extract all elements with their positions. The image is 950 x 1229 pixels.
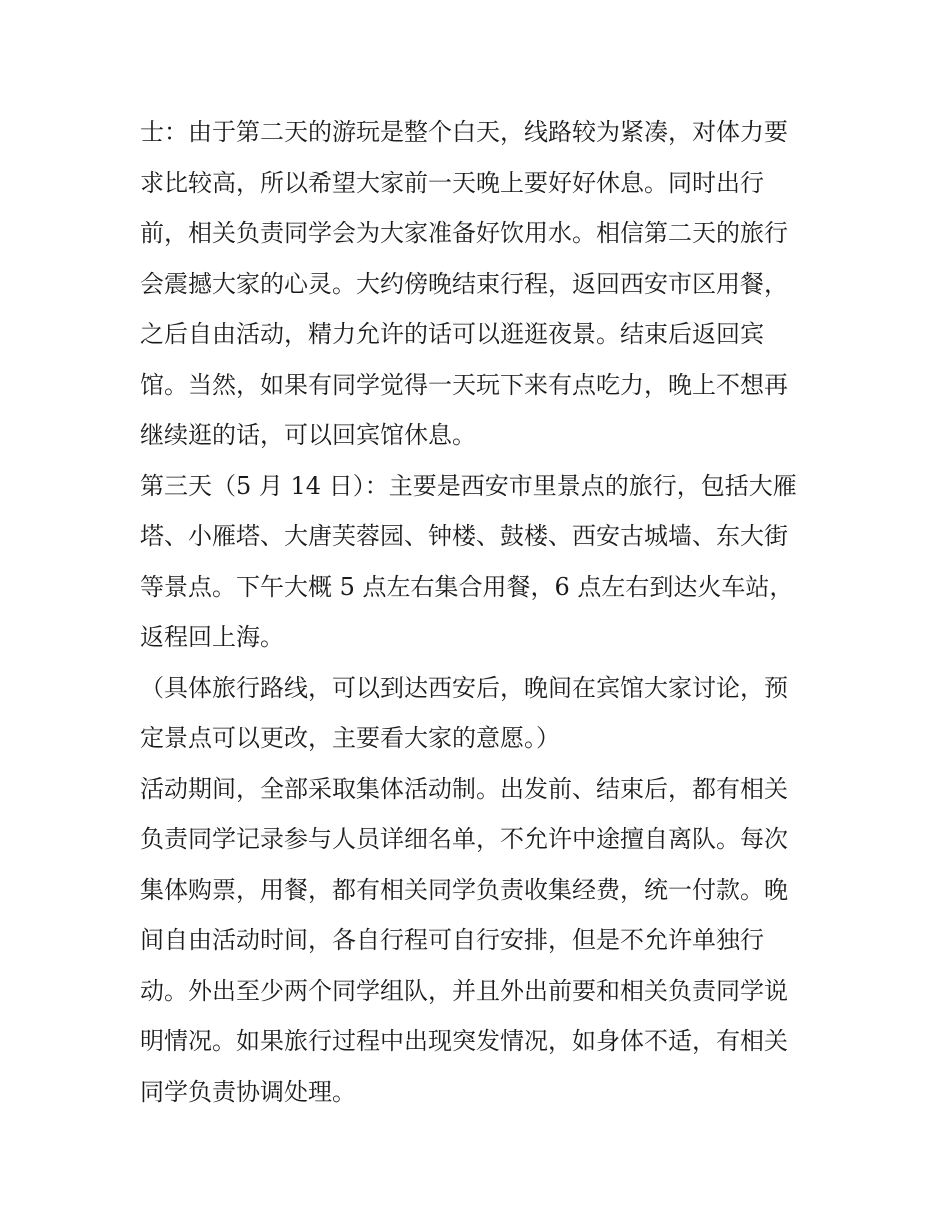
text-line: 求比较高，所以希望大家前一天晚上要好好休息。同时出行 <box>140 168 764 197</box>
paragraph-activity-rules <box>140 764 812 1118</box>
text-line: 负责同学记录参与人员详细名单，不允许中途擅自离队。每次 <box>140 825 788 853</box>
paragraph-route-note <box>140 663 812 764</box>
text-line: 第三天（5 月 14 日）：主要是西安市里景点的旅行，包括大雁 <box>140 471 797 500</box>
text-line: 馆。当然，如果有同学觉得一天玩下来有点吃力，晚上不想再 <box>140 370 788 399</box>
text-line: 之后自由活动，精力允许的话可以逛逛夜景。结束后返回宾 <box>140 320 764 348</box>
document-body <box>140 107 812 1117</box>
text-line: 塔、小雁塔、大唐芙蓉园、钟楼、鼓楼、西安古城墙、东大街 <box>140 522 788 550</box>
text-line: 同学负责协调处理。 <box>140 1077 356 1106</box>
paragraph-day-three <box>140 461 812 663</box>
text-line: 定景点可以更改，主要看大家的意愿。） <box>140 724 560 752</box>
text-line: 明情况。如果旅行过程中出现突发情况，如身体不适，有相关 <box>140 1027 788 1055</box>
text-line: 活动期间，全部采取集体活动制。出发前、结束后，都有相关 <box>140 774 788 803</box>
text-line: 士：由于第二天的游玩是整个白天，线路较为紧凑，对体力要 <box>140 118 788 146</box>
text-line: 间自由活动时间，各自行程可自行安排，但是不允许单独行 <box>140 926 764 954</box>
text-line: 集体购票，用餐，都有相关同学负责收集经费，统一付款。晚 <box>140 875 788 904</box>
text-line: 返程回上海。 <box>140 623 284 651</box>
text-line: 等景点。下午大概 5 点左右集合用餐，6 点左右到达火车站， <box>140 572 794 601</box>
paragraph-day-two-notes <box>140 107 812 461</box>
text-line: 动。外出至少两个同学组队，并且外出前要和相关负责同学说 <box>140 976 788 1005</box>
text-line: 前，相关负责同学会为大家准备好饮用水。相信第二天的旅行 <box>140 219 788 247</box>
text-line: 继续逛的话，可以回宾馆休息。 <box>140 421 476 449</box>
text-line: （具体旅行路线，可以到达西安后，晚间在宾馆大家讨论，预 <box>140 673 788 702</box>
text-line: 会震撼大家的心灵。大约傍晚结束行程，返回西安市区用餐， <box>140 269 788 298</box>
